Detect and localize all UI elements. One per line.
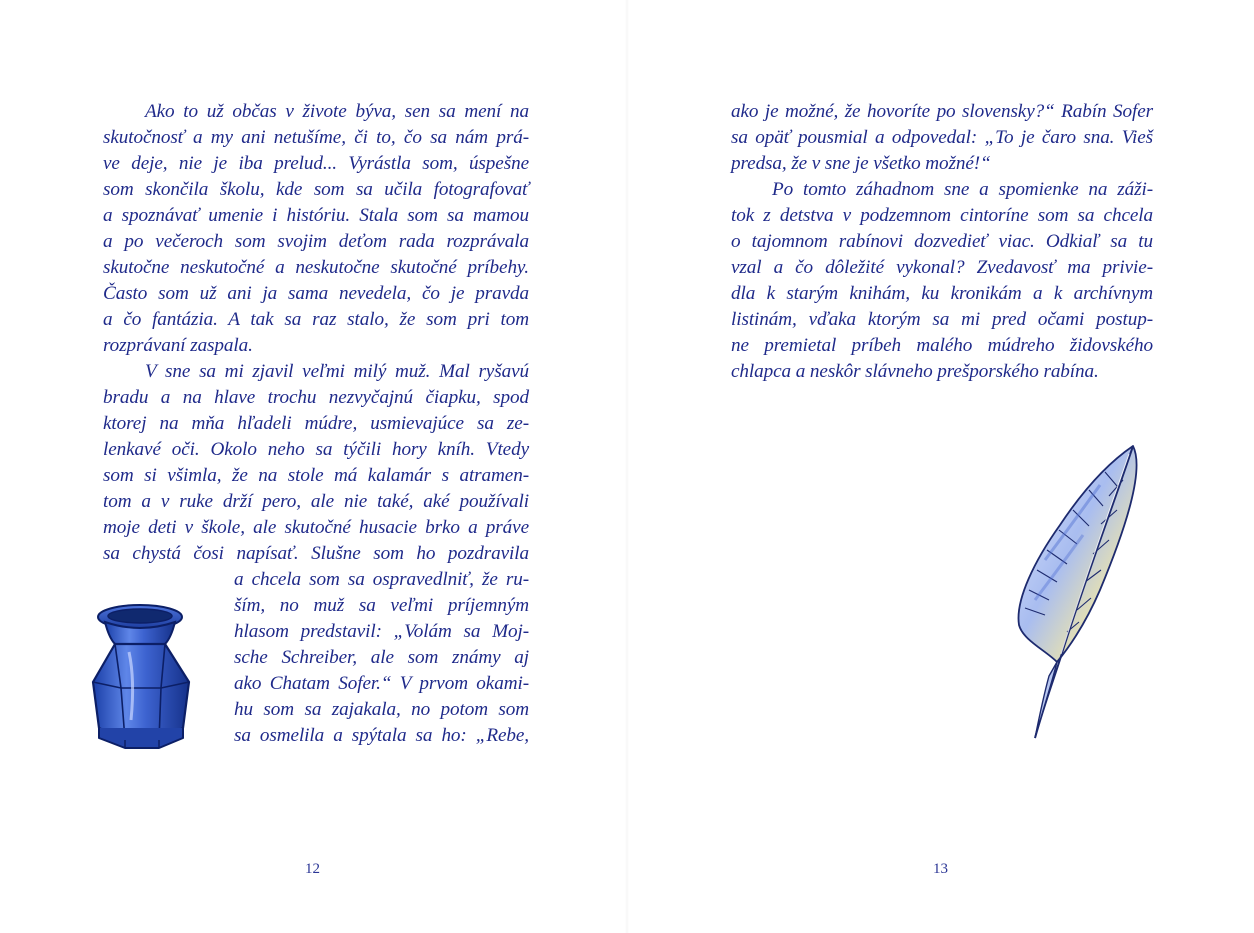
text-line: hlasom predstavil: „Volám sa Moj-: [234, 621, 529, 642]
text-line: bradu a na hlave trochu nezvyčajnú čiapku, spod: [103, 387, 529, 408]
text-line: vzal a čo dôležité vykonal? Zvedavosť ma privie-: [731, 257, 1153, 278]
text-line: ako je možné, že hovoríte po slovensky?“ Rabín Sofer: [731, 101, 1153, 122]
text-line: skutočnosť a my ani netušíme, či to, čo sa nám prá-: [103, 127, 529, 148]
text-line: a čo fantázia. A tak sa raz stalo, že som pri tom: [103, 309, 529, 330]
page-number: 12: [305, 861, 320, 877]
text-line: som skončila školu, kde som sa učila fotografovať: [103, 179, 529, 200]
page-number: 13: [933, 861, 948, 877]
text-line: a chcela som sa ospravedlniť, že ru-: [234, 569, 529, 590]
text-line: sa osmelila a spýtala sa ho: „Rebe,: [234, 725, 529, 746]
text-line: Po tomto záhadnom sne a spomienke na záži-: [772, 179, 1153, 200]
text-line: skutočne neskutočné a neskutočne skutočné príbehy.: [103, 257, 529, 278]
text-line: sa opäť pousmial a odpovedal: „To je čaro sna. Vieš: [731, 127, 1153, 148]
text-line: Ako to už občas v živote býva, sen sa mení na: [145, 101, 529, 122]
right-page: [627, 0, 1254, 933]
inkwell-icon: [85, 600, 195, 750]
text-line: a spoznávať umenie i históriu. Stala som sa mamou: [103, 205, 529, 226]
text-line: lenkavé oči. Okolo neho sa týčili hory kníh. Vtedy: [103, 439, 529, 460]
text-line: som si všimla, že na stole má kalamár s atramen-: [103, 465, 529, 486]
text-line: ktorej na mňa hľadeli múdre, usmievajúce sa ze-: [103, 413, 529, 434]
text-line: chlapca a neskôr slávneho prešporského rabína.: [731, 361, 1099, 382]
text-line: predsa, že v sne je všetko možné!“: [731, 153, 991, 174]
text-line: o tajomnom rabínovi dozvedieť viac. Odkiaľ sa tu: [731, 231, 1153, 252]
text-line: dla k starým knihám, ku kronikám a k archívnym: [731, 283, 1153, 304]
text-line: listinám, vďaka ktorým sa mi pred očami postup-: [731, 309, 1153, 330]
text-line: Často som už ani ja sama nevedela, čo je pravda: [103, 283, 529, 304]
text-line: rozprávaní zaspala.: [103, 335, 253, 356]
text-line: ším, no muž sa veľmi príjemným: [234, 595, 529, 616]
text-line: moje deti v škole, ale skutočné husacie brko a práve: [103, 517, 529, 538]
text-line: hu som sa zajakala, no potom som: [234, 699, 529, 720]
text-line: V sne sa mi zjavil veľmi milý muž. Mal ryšavú: [145, 361, 529, 382]
text-line: a po večeroch som svojim deťom rada rozprávala: [103, 231, 529, 252]
text-line: ve deje, nie je iba prelud... Vyrástla som, úspešne: [103, 153, 529, 174]
text-line: tok z detstva v podzemnom cintoríne som sa chcela: [731, 205, 1153, 226]
text-line: sa chystá čosi napísať. Slušne som ho pozdravila: [103, 543, 529, 564]
quill-feather-icon: [1005, 440, 1155, 745]
text-line: sche Schreiber, ale som známy aj: [234, 647, 529, 668]
text-line: tom a v ruke drží pero, ale nie také, aké používali: [103, 491, 529, 512]
text-line: ako Chatam Sofer.“ V prvom okami-: [234, 673, 529, 694]
text-line: ne premietal príbeh malého múdreho židovského: [731, 335, 1153, 356]
